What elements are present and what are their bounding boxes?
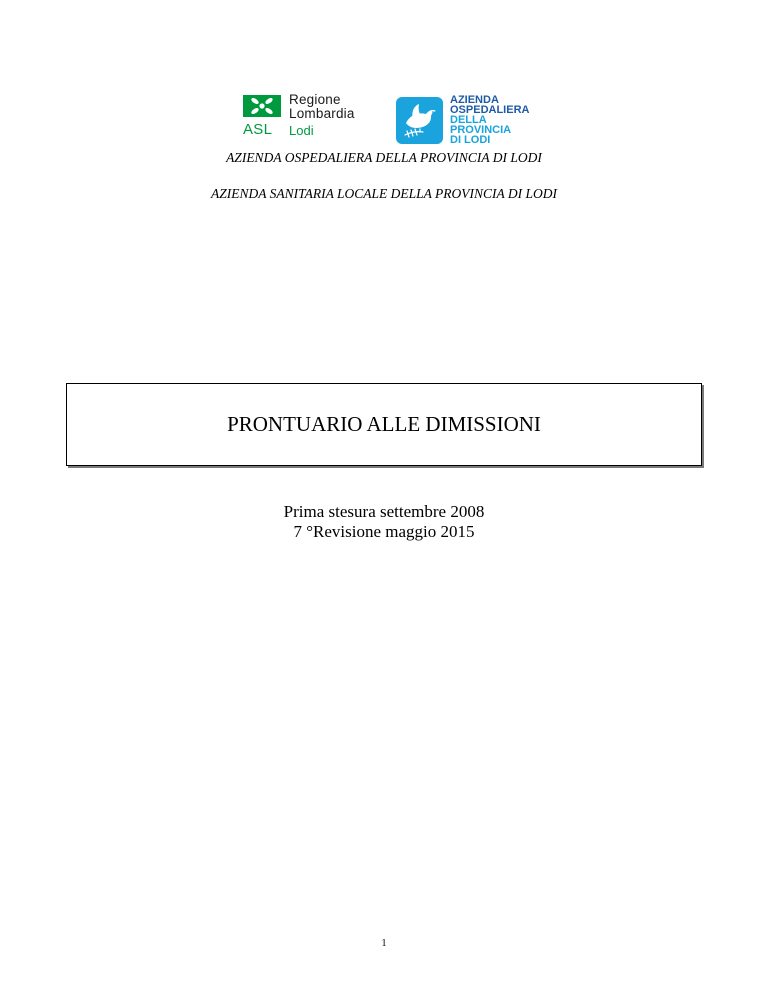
revision-date: 7 °Revisione maggio 2015 — [293, 522, 475, 541]
header-azienda-ospedaliera: AZIENDA OSPEDALIERA DELLA PROVINCIA DI LODI — [226, 150, 542, 165]
azienda-ospedaliera-name-line-4: PROVINCIA — [450, 124, 512, 136]
azienda-ospedaliera-name — [450, 95, 529, 145]
regione-lombardia-name — [289, 93, 355, 121]
page-number: 1 — [381, 938, 387, 949]
azienda-ospedaliera-name-line-3: DELLA — [450, 114, 487, 126]
regione-lombardia-name-line-1: Regione — [289, 92, 341, 107]
regione-lombardia-emblem-icon — [243, 95, 281, 117]
regione-lombardia-name-line-2: Lombardia — [289, 106, 355, 121]
header-azienda-sanitaria: AZIENDA SANITARIA LOCALE DELLA PROVINCIA DI LODI — [210, 186, 557, 201]
regione-lombardia-asl-logo — [243, 93, 383, 141]
asl-label: ASL — [243, 121, 273, 138]
dove-emblem-icon — [396, 97, 443, 144]
azienda-ospedaliera-name-line-1: AZIENDA — [450, 94, 499, 106]
document-title: PRONTUARIO ALLE DIMISSIONI — [227, 412, 541, 436]
azienda-ospedaliera-name-line-2: OSPEDALIERA — [450, 104, 530, 116]
azienda-ospedaliera-logo — [396, 95, 556, 147]
asl-lodi-label: Lodi — [289, 123, 314, 138]
first-draft-date: Prima stesura settembre 2008 — [283, 502, 485, 521]
azienda-ospedaliera-name-line-5: DI LODI — [450, 134, 491, 146]
title-box — [66, 383, 702, 466]
